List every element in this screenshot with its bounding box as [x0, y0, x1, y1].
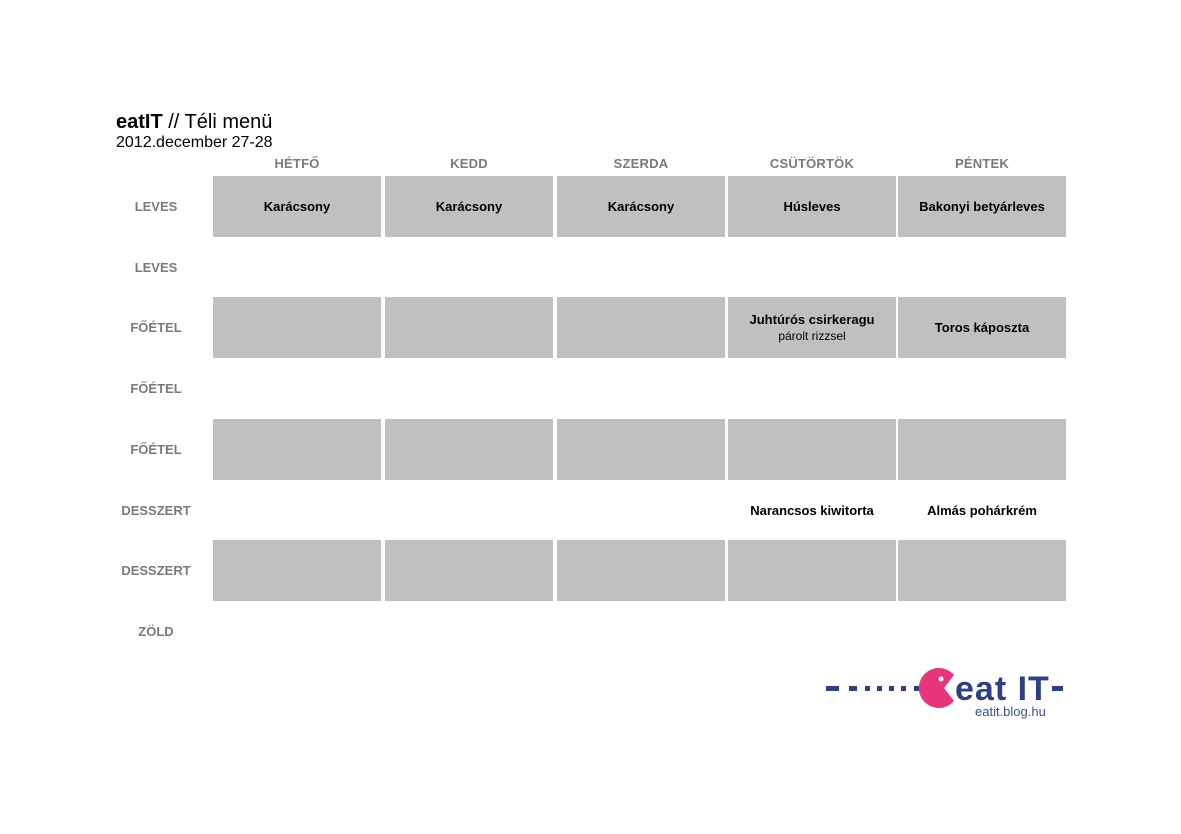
row-label: FŐÉTEL: [130, 381, 182, 396]
menu-cell: [385, 237, 553, 298]
dish-name: Húsleves: [783, 199, 841, 214]
day-header: CSÜTÖRTÖK: [769, 156, 855, 171]
logo-url: eatit.blog.hu: [975, 704, 1046, 719]
menu-cell: [385, 297, 553, 358]
menu-cell: [213, 480, 381, 541]
row-label: FŐÉTEL: [130, 320, 182, 335]
menu-cell: [557, 358, 725, 419]
menu-date: 2012.december 27-28: [116, 134, 273, 151]
menu-cell: [728, 358, 896, 419]
logo-wordmark: eat IT: [955, 670, 1050, 708]
pacman-e-icon: [919, 668, 954, 708]
logo-dash-trail: [826, 686, 919, 691]
menu-cell: [385, 480, 553, 541]
menu-cell: [213, 176, 381, 237]
row-label: FŐÉTEL: [130, 442, 182, 457]
dish-side: párolt rizzsel: [778, 329, 846, 343]
menu-cell: [898, 237, 1066, 298]
menu-cell: [728, 601, 896, 662]
menu-cell: [557, 176, 725, 237]
menu-cell: [898, 358, 1066, 419]
menu-cell: [728, 297, 896, 358]
dish-name: Juhtúrós csirkeragu: [749, 312, 875, 327]
row-label: ZÖLD: [138, 624, 174, 639]
menu-cell: [728, 480, 896, 541]
menu-cell: [898, 601, 1066, 662]
menu-cell: [728, 540, 896, 601]
row-label: LEVES: [134, 199, 178, 214]
dish-name: Almás pohárkrém: [927, 503, 1037, 518]
menu-cell: [385, 419, 553, 480]
menu-cell: [385, 358, 553, 419]
menu-cell: [213, 237, 381, 298]
dish-name: Karácsony: [263, 199, 331, 214]
menu-cell: [728, 176, 896, 237]
menu-cell: [213, 297, 381, 358]
row-label: LEVES: [134, 260, 178, 275]
row-label: DESSZERT: [121, 563, 191, 578]
menu-cell: [557, 540, 725, 601]
menu-cell: [898, 419, 1066, 480]
day-header: HÉTFŐ: [274, 156, 320, 171]
dish-name: Bakonyi betyárleves: [919, 199, 1045, 214]
brand-name: eatIT: [116, 111, 163, 133]
menu-cell: [385, 540, 553, 601]
menu-cell: [557, 237, 725, 298]
row-label: DESSZERT: [121, 503, 191, 518]
day-header: SZERDA: [613, 156, 669, 171]
dish-name: Karácsony: [607, 199, 675, 214]
menu-cell: [898, 480, 1066, 541]
menu-cell: [728, 419, 896, 480]
menu-cell: [557, 297, 725, 358]
menu-cell: [213, 540, 381, 601]
menu-cell: [557, 419, 725, 480]
day-header: PÉNTEK: [955, 156, 1009, 171]
menu-cell: [213, 358, 381, 419]
menu-cell: [213, 601, 381, 662]
dish-name: Narancsos kiwitorta: [750, 503, 874, 518]
menu-cell: [557, 480, 725, 541]
menu-cell: [728, 237, 896, 298]
dish-name: Toros káposzta: [934, 320, 1030, 335]
page-title: [116, 110, 272, 134]
menu-cell: [898, 297, 1066, 358]
menu-cell: [898, 540, 1066, 601]
day-header: KEDD: [450, 156, 488, 171]
menu-cell: [898, 176, 1066, 237]
menu-cell: [385, 176, 553, 237]
menu-cell: [213, 419, 381, 480]
menu-cell: [385, 601, 553, 662]
menu-cell: [557, 601, 725, 662]
menu-title: // Téli menü: [162, 111, 273, 133]
dish-name: Karácsony: [435, 199, 503, 214]
